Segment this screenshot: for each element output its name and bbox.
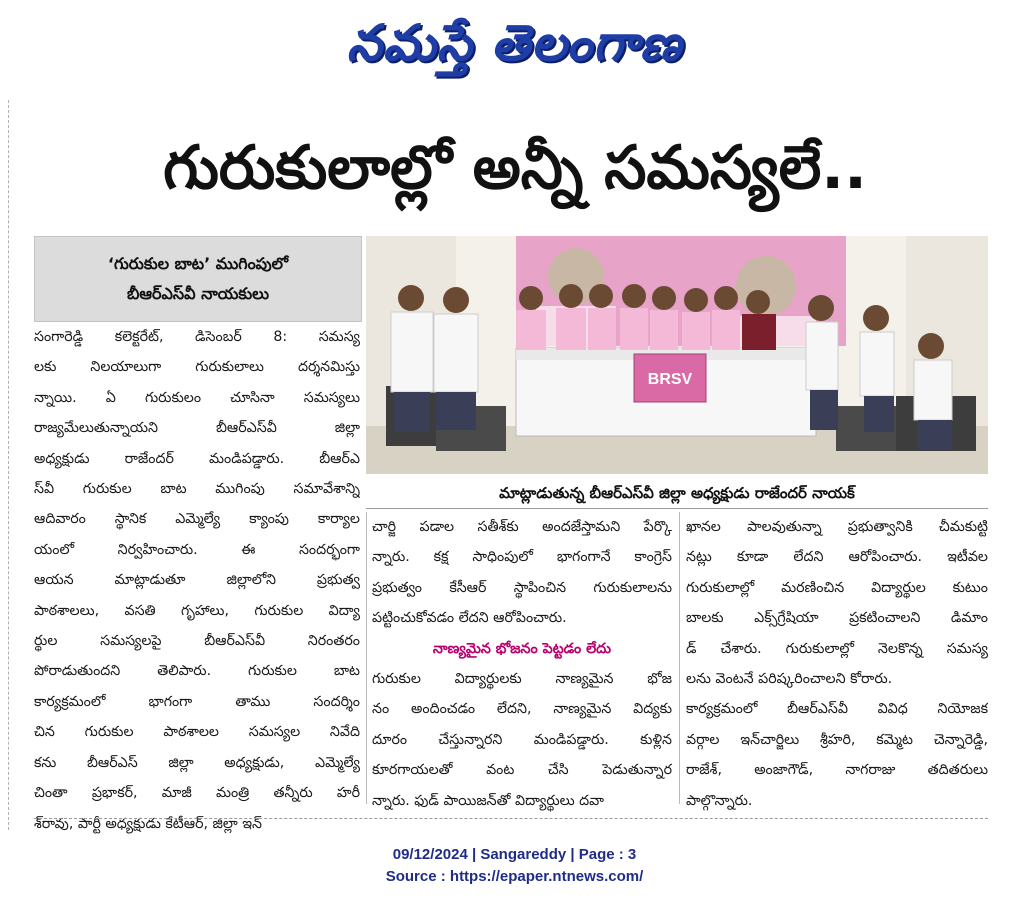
- article-line: న్నాయి. ఏ గురుకులం చూసినా సమస్యలు: [34, 389, 360, 406]
- news-photo-illustration: [366, 236, 988, 474]
- article-line: దూరం చేస్తున్నారని మండిపడ్డారు. కుళ్లిన: [372, 731, 672, 748]
- article-line: కార్యక్రమంలో బీఆర్‌ఎస్‌వీ వివిధ నియోజక: [686, 701, 988, 718]
- article-line: సంగారెడ్డి కలెక్టరేట్, డిసెంబర్ 8: సమస్య: [34, 329, 360, 345]
- article-line: స్‌వీ గురుకుల బాట ముగింపు సమావేశాన్ని: [34, 481, 360, 498]
- article-line: శ్‌రావు, పార్టీ అధ్యక్షుడు కేటీఆర్, జిల్లా ఇన్: [34, 815, 262, 832]
- subhead-line-2: బీఆర్‌ఎస్‌వీ నాయకులు: [126, 284, 270, 303]
- article-line: బాలకు ఎక్స్‌గ్రేషియా ప్రకటించాలని డిమాం: [686, 610, 988, 627]
- article-line: చిన గురుకుల పాఠశాలల సమస్యల నివేది: [34, 724, 360, 741]
- section-heading: నాణ్యమైన భోజనం పెట్టడం లేదు: [432, 640, 612, 657]
- article-line: లకు నిలయాలుగా గురుకులాలు దర్శనమిస్తు: [34, 359, 360, 376]
- clipping-bottom-border: [34, 818, 988, 820]
- article-column-1: [34, 322, 360, 839]
- footer-source: Source : https://epaper.ntnews.com/: [385, 868, 644, 885]
- article-line: పాల్గొన్నారు.: [686, 792, 753, 809]
- article-line: యంలో నిర్వహించారు. ఈ సందర్భంగా: [34, 541, 360, 558]
- news-photo: [366, 236, 988, 474]
- column-divider: [679, 512, 680, 804]
- column-divider: [366, 512, 367, 804]
- article-column-3: [686, 512, 988, 816]
- article-line: లను వెంటనే పరిష్కరించాలని కోరారు.: [686, 671, 893, 688]
- footer-date-edition: 09/12/2024 | Sangareddy | Page : 3: [392, 846, 637, 863]
- article-line: నం అందించడం లేదని, నాణ్యమైన విద్యకు: [372, 701, 672, 718]
- article-line: ఖానల పాలవుతున్నా ప్రభుత్వానికి చీమకుట్టి: [686, 519, 988, 535]
- photo-caption: మాట్లాడుతున్న బీఆర్‌ఎస్‌వీ జిల్లా అధ్యక్షుడు రాజేందర్ నాయక్: [366, 478, 988, 509]
- article-line: ఆదివారం స్థానిక ఎమ్మెల్యే క్యాంపు కార్యాల: [34, 511, 360, 528]
- article-column-2: [372, 512, 672, 816]
- article-line: కూరగాయలతో వంట చేసి పెడుతున్నార: [372, 762, 672, 779]
- article-line: రాజేశ్, అంజాగౌడ్, నాగరాజు తదితరులు: [686, 762, 988, 779]
- headline: గురుకులాల్లో అన్నీ సమస్యలే..: [163, 133, 867, 203]
- article-line: ర్థుల సమస్యలపై బీఆర్‌ఎస్‌వీ నిరంతరం: [34, 633, 360, 650]
- article-line: ప్రభుత్వం కేసీఆర్ స్థాపించిన గురుకులాలను: [372, 579, 672, 596]
- article-line: వర్గాల ఇన్‌చార్జిలు శ్రీహరి, కమ్మెట చెన్నారెడ్డి,: [686, 731, 988, 748]
- article-line: ఆయన మాట్లాడుతూ జిల్లాలోని ప్రభుత్వ: [34, 572, 360, 589]
- article-line: న్నారు. ఫుడ్ పాయిజన్‌తో విద్యార్థులు దవా: [372, 792, 605, 809]
- photo-banner-text: BRSV: [647, 371, 693, 388]
- masthead-logo: నమస్తే తెలంగాణ: [346, 14, 683, 72]
- article-line: గురుకులాల్లో మరణించిన విద్యార్థుల కుటుం: [686, 579, 988, 596]
- subhead-line-1: ‘గురుకుల బాట’ ముగింపులో: [107, 254, 289, 273]
- subhead-box: [34, 236, 362, 322]
- article-line: పాఠశాలలు, వసతి గృహాలు, గురుకుల విద్యా: [34, 602, 360, 619]
- article-line: కను బీఆర్‌ఎస్ జిల్లా అధ్యక్షుడు, ఎమ్మెల్యే: [34, 754, 360, 771]
- article-line: గురుకుల విద్యార్థులకు నాణ్యమైన భోజ: [372, 671, 672, 688]
- article-line: చార్జి పడాల సతీశ్‌కు అందజేస్తామని పేర్కొ: [372, 519, 672, 535]
- article-line: చింతా ప్రభాకర్, మాజీ మంత్రి తన్నీరు హరీ: [34, 785, 360, 802]
- article-line: అధ్యక్షుడు రాజేందర్ మండిపడ్డారు. బీఆర్‌ఎ: [34, 450, 360, 467]
- article-line: కార్యక్రమంలో భాగంగా తాము సందర్శిం: [34, 693, 360, 710]
- article-line: డ్ చేశారు. గురుకులాల్లో నెలకొన్న సమస్య: [686, 640, 988, 657]
- article-line: నట్లు కూడా లేదని ఆరోపించారు. ఇటీవల: [686, 549, 988, 566]
- article-line: న్నారు. కక్ష సాధింపులో భాగంగానే కాంగ్రెస్: [372, 549, 672, 566]
- article-line: రాజ్యమేలుతున్నాయని బీఆర్‌ఎస్‌వీ జిల్లా: [34, 420, 360, 437]
- article-line: పట్టించుకోవడం లేదని ఆరోపించారు.: [372, 610, 567, 627]
- article-line: పోరాడుతుందని తెలిపారు. గురుకుల బాట: [34, 663, 360, 680]
